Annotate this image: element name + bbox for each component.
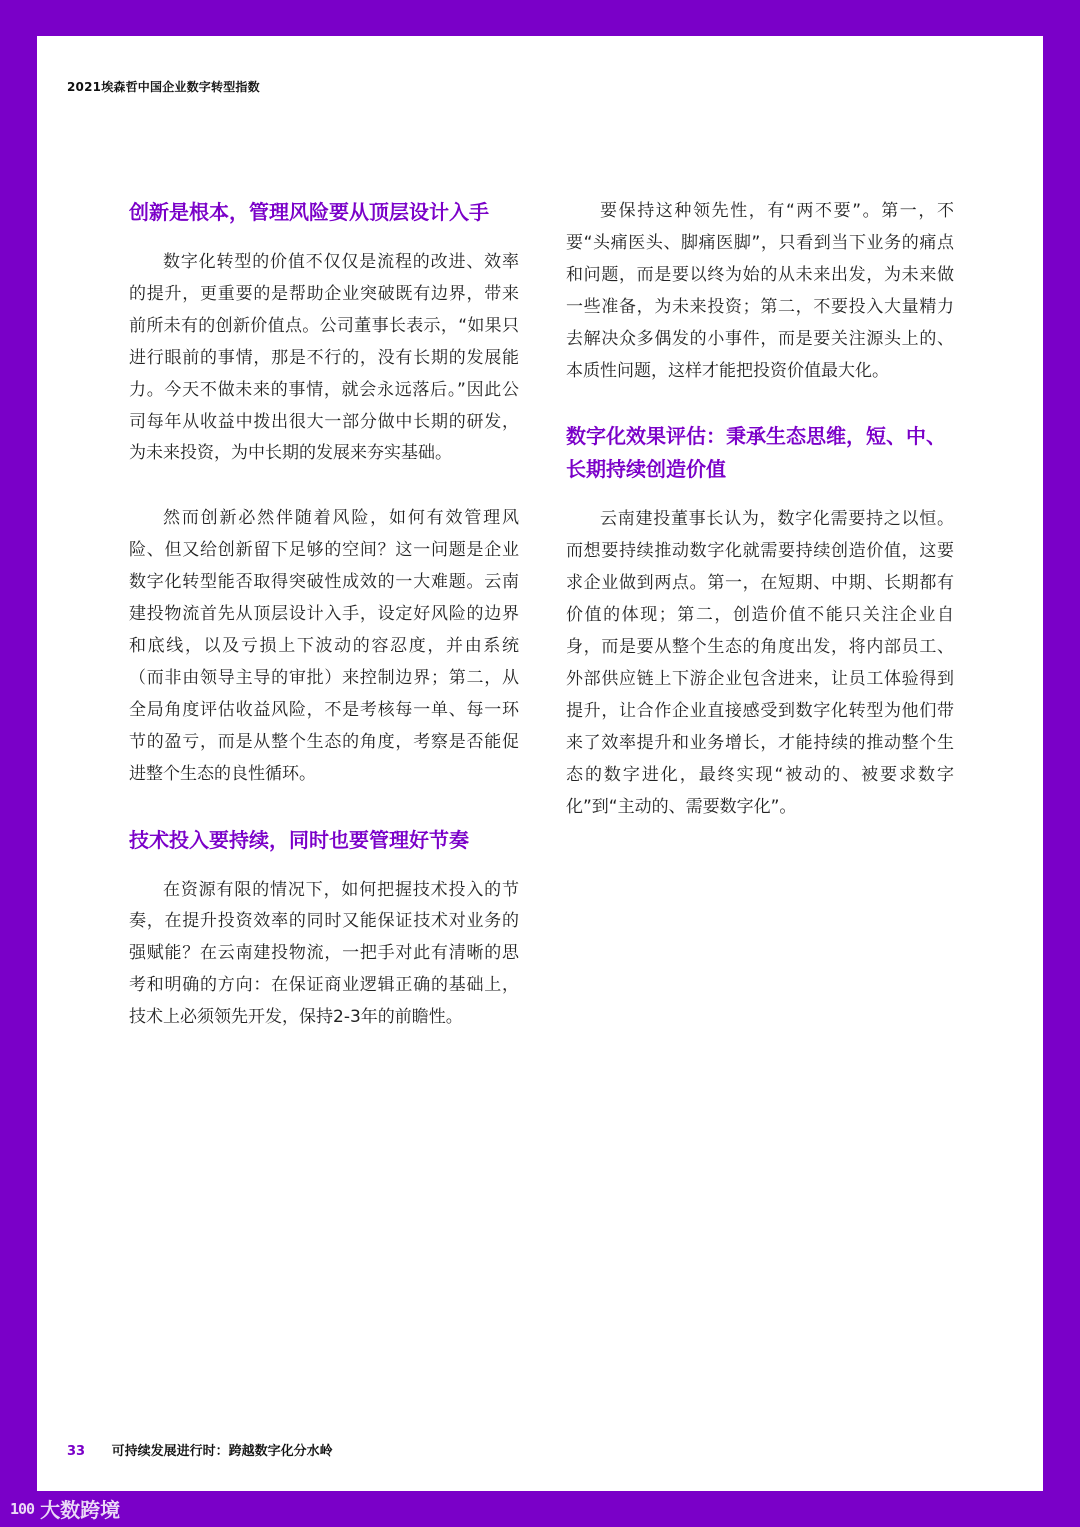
watermark-brand: 大数跨境 [40, 1498, 121, 1522]
paragraph: 要保持这种领先性，有“两不要”。第一，不要“头痛医头、脚痛医脚”，只看到当下业务的痛点和问题，而是要以终为始的从未来出发，为未来做一些准备，为未来投资；第二，不要投入大量精力去解决众多偶发的小事件，而是要关注源头上的、本质性问题，这样才能把投资价值最大化。 [566, 201, 954, 381]
page-number: 33 [67, 1444, 86, 1459]
right-column [566, 196, 954, 857]
document-page [37, 36, 1043, 1491]
paragraph: 云南建投董事长认为，数字化需要持之以恒。而想要持续推动数字化就需要持续创造价值，这要求企业做到两点。第一，在短期、中期、长期都有价值的体现；第二，创造价值不能只关注企业自身，而是要从整个生态的角度出发，将内部员工、外部供应链上下游企业包含进来，让员工体验得到提升，让合作企业直接感受到数字化转型为他们带来了效率提升和业务增长，才能持续的推动整个生态的数字进化，最终实现“被动的、被要求数字化”到“主动的、需要数字化”。 [566, 509, 954, 817]
running-header: 2021埃森哲中国企业数字转型指数 [67, 80, 260, 94]
paragraph: 然而创新必然伴随着风险，如何有效管理风险、但又给创新留下足够的空间？这一问题是企业数字化转型能否取得突破性成效的一大难题。云南建投物流首先从顶层设计入手，设定好风险的边界和底线，以及亏损上下波动的容忍度，并由系统（而非由领导主导的审批）来控制边界；第二，从全局角度评估收益风险，不是考核每一单、每一环节的盈亏，而是从整个生态的角度，考察是否能促进整个生态的良性循环。 [129, 508, 519, 784]
section-heading-innovation: 创新是根本，管理风险要从顶层设计入手 [129, 200, 489, 224]
section-heading-digital-evaluation: 数字化效果评估：秉承生态思维，短、中、长期持续创造价值 [566, 424, 946, 482]
page-footer [67, 1440, 333, 1459]
section-heading-tech-investment: 技术投入要持续，同时也要管理好节奏 [129, 827, 469, 852]
paragraph: 在资源有限的情况下，如何把握技术投入的节奏，在提升投资效率的同时又能保证技术对业务的强赋能？在云南建投物流，一把手对此有清晰的思考和明确的方向：在保证商业逻辑正确的基础上，技术上必须领先开发，保持2-3年的前瞻性。 [129, 879, 519, 1028]
paragraph: 数字化转型的价值不仅仅是流程的改进、效率的提升，更重要的是帮助企业突破既有边界，带来前所未有的创新价值点。公司董事长表示，“如果只进行眼前的事情，那是不行的，没有长期的发展能力。今天不做未来的事情，就会永远落后。”因此公司每年从收益中拨出很大一部分做中长期的研发，为未来投资，为中长期的发展来夯实基础。 [129, 252, 519, 464]
watermark [10, 1494, 120, 1523]
brand-logo-icon: 100 [10, 1499, 35, 1518]
left-column [129, 196, 519, 1067]
footer-title: 可持续发展进行时：跨越数字化分水岭 [111, 1444, 333, 1459]
